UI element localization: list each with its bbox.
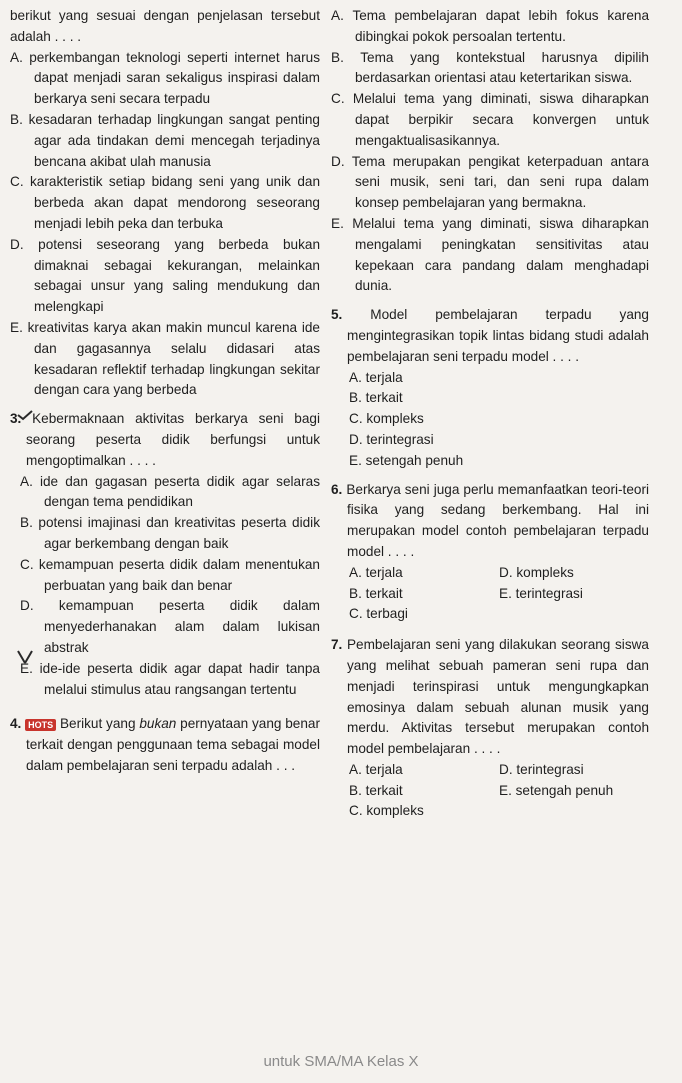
option-text: kompleks xyxy=(516,564,574,580)
option-text: terkait xyxy=(365,585,403,601)
option-text: terkait xyxy=(365,782,403,798)
left-column xyxy=(10,6,320,777)
question-number: 3. xyxy=(10,411,22,427)
q6-option-c xyxy=(349,604,499,625)
question-2-options xyxy=(10,48,320,402)
right-column xyxy=(331,6,649,822)
check-mark-icon xyxy=(16,648,34,666)
option-text: terjala xyxy=(365,761,403,777)
q3-option-d xyxy=(20,596,320,658)
option-text: potensi seseorang yang berbeda bukan dimaknai sebagai kekurangan, melainkan sebagai unsur yang saling mendukung dan melengkapi xyxy=(34,236,321,315)
question-number: 6. xyxy=(331,481,343,497)
option-letter: D. xyxy=(499,761,513,777)
question-5 xyxy=(331,305,649,471)
option-text: kemampuan peserta didik dalam menyederhanakan alam dalam lukisan abstrak xyxy=(44,598,320,655)
option-letter: A. xyxy=(349,369,362,385)
question-7-stem xyxy=(331,635,649,760)
option-letter: D. xyxy=(10,236,24,252)
option-text: kemampuan peserta didik dalam menentukan perbuatan yang baik dan benar xyxy=(38,556,320,593)
question-3-stem xyxy=(10,409,320,471)
option-letter: E. xyxy=(499,585,512,601)
option-letter: D. xyxy=(331,153,345,169)
question-text: pernyataan yang benar terkait dengan penggunaan tema sebagai model dalam pembelajaran seni terpadu adalah . . . xyxy=(26,716,321,773)
question-6-stem xyxy=(331,480,649,563)
q2-option-e xyxy=(10,318,320,401)
option-text: Tema merupakan pengikat keterpaduan antara seni musik, seni tari, dan seni rupa dalam konsep pembelajaran yang bermakna. xyxy=(351,153,649,211)
q2-option-b xyxy=(10,110,320,172)
option-text: Melalui tema yang diminati, siswa diharapkan mengalami peningkatan sensitivitas atau kepekaan cara pandang dalam menghadapi dunia. xyxy=(352,215,649,294)
option-letter: B. xyxy=(349,585,362,601)
hots-badge: HOTS xyxy=(25,719,56,731)
question-4 xyxy=(10,714,320,776)
option-text: karakteristik setiap bidang seni yang unik dan berbeda akan dapat mendorong seseorang menjadi lebih peka dan terbuka xyxy=(30,174,321,231)
q7-option-e xyxy=(499,781,649,802)
q3-option-c xyxy=(20,555,320,597)
option-letter: A. xyxy=(349,564,362,580)
q2-option-d xyxy=(10,235,320,318)
q3-option-e xyxy=(20,659,320,701)
option-letter: A. xyxy=(20,473,33,489)
page-edge-bleed xyxy=(650,0,682,260)
option-text: kreativitas karya akan makin muncul karena ide dan gagasannya selalu didasari atas kesadaran reflektif terhadap lingkungan sekitar dengan cara yang berbeda xyxy=(27,319,320,398)
option-letter: A. xyxy=(349,761,362,777)
question-text: Berikut yang xyxy=(59,716,140,732)
q5-option-c xyxy=(349,409,649,430)
option-letter: C. xyxy=(10,174,24,190)
option-letter: C. xyxy=(349,411,363,427)
option-letter: C. xyxy=(349,803,363,819)
question-4-stem xyxy=(10,714,320,776)
option-letter: B. xyxy=(20,515,33,531)
question-7 xyxy=(331,635,649,822)
q7-options xyxy=(331,760,649,822)
option-letter: A. xyxy=(10,49,23,65)
option-letter: D. xyxy=(499,564,513,580)
question-number: 5. xyxy=(331,307,343,323)
q3-option-b xyxy=(20,513,320,555)
q7-option-c xyxy=(349,801,499,822)
option-text: terjala xyxy=(365,369,403,385)
q7-option-b xyxy=(349,781,499,802)
q6-option-e xyxy=(499,584,649,605)
option-text: ide dan gagasan peserta didik agar selaras dengan tema pendidikan xyxy=(39,473,320,510)
option-letter: C. xyxy=(20,556,34,572)
question-5-stem xyxy=(331,305,649,367)
option-text: perkembangan teknologi seperti internet harus dapat menjadi saran sekaligus inspirasi dalam berkarya seni secara terpadu xyxy=(29,49,321,107)
option-letter: A. xyxy=(331,8,344,23)
option-text: kesadaran terhadap lingkungan sangat penting agar ada tindakan demi mencegah terjadinya bencana akibat ulah manusia xyxy=(28,111,320,169)
q2-option-c xyxy=(10,172,320,234)
q4-option-c xyxy=(331,89,649,151)
option-letter: E. xyxy=(10,319,23,335)
option-text: terintegrasi xyxy=(366,431,434,447)
q7-option-a xyxy=(349,760,499,781)
q2-option-a xyxy=(10,48,320,110)
option-text: terintegrasi xyxy=(515,585,583,601)
q6-option-a xyxy=(349,563,499,584)
option-letter: D. xyxy=(349,431,363,447)
option-letter: C. xyxy=(331,91,345,107)
option-text: setengah penuh xyxy=(515,782,614,798)
option-letter: E. xyxy=(499,782,512,798)
option-letter: B. xyxy=(349,390,362,406)
question-3 xyxy=(10,409,320,700)
option-letter: C. xyxy=(349,606,363,622)
check-mark-icon xyxy=(16,409,34,427)
question-number: 4. xyxy=(10,716,22,732)
option-letter: E. xyxy=(349,452,362,468)
option-letter: E. xyxy=(331,215,344,231)
question-text: Berkarya seni juga perlu memanfaatkan teori-teori fisika yang sedang berkembang. Hal ini merupakan model contoh pembelajaran terpadu model . . . . xyxy=(346,481,649,559)
option-text: kompleks xyxy=(366,803,424,819)
question-4-options xyxy=(331,6,649,297)
q4-option-d xyxy=(331,152,649,214)
option-letter: B. xyxy=(349,782,362,798)
q4-option-b xyxy=(331,48,649,90)
question-emphasis: bukan xyxy=(139,716,177,732)
option-text: ide-ide peserta didik agar dapat hadir tanpa melalui stimulus atau rangsangan tertentu xyxy=(39,660,320,697)
q7-option-d xyxy=(499,760,649,781)
q5-option-d xyxy=(349,430,649,451)
q5-option-b xyxy=(349,388,649,409)
option-letter: D. xyxy=(20,598,34,614)
question-6 xyxy=(331,480,649,626)
question-2-stem-tail: berikut yang sesuai dengan penjelasan tersebut adalah . . . . xyxy=(10,8,320,44)
q6-option-b xyxy=(349,584,499,605)
option-text: terkait xyxy=(365,390,403,406)
option-text: Melalui tema yang diminati, siswa diharapkan dapat berpikir secara konvergen untuk mengaktualisasikannya. xyxy=(352,91,649,148)
q5-option-a xyxy=(349,368,649,389)
q6-options xyxy=(331,563,649,625)
question-text: Pembelajaran seni yang dilakukan seorang siswa yang melihat sebuah pameran seni rupa dan menjadi terinspirasi untuk mengungkapkan emosinya dalam sebuah alunan musik yang merdu. Aktivitas tersebut merupakan contoh model pembelajaran . . . . xyxy=(346,637,649,757)
option-text: Tema pembelajaran dapat lebih fokus karena dibingkai pokok persoalan tertentu. xyxy=(352,8,650,44)
q4-option-a xyxy=(331,6,649,48)
page-footer: untuk SMA/MA Kelas X xyxy=(263,1053,419,1070)
q6-option-d xyxy=(499,563,649,584)
option-text: kompleks xyxy=(366,411,424,427)
option-letter: E. xyxy=(20,660,33,676)
option-text: setengah penuh xyxy=(365,452,464,468)
question-number: 7. xyxy=(331,637,343,653)
option-letter: B. xyxy=(10,111,23,127)
option-text: terbagi xyxy=(366,606,408,622)
option-text: terjala xyxy=(365,564,403,580)
option-text: terintegrasi xyxy=(516,761,584,777)
question-text: Kebermaknaan aktivitas berkarya seni bagi seorang peserta didik berfungsi untuk mengoptimalkan . . . . xyxy=(26,411,320,468)
question-text: Model pembelajaran terpadu yang mengintegrasikan topik lintas bidang studi adalah pembelajaran seni terpadu model . . . . xyxy=(347,307,649,364)
q4-option-e xyxy=(331,214,649,297)
q3-option-a xyxy=(20,472,320,514)
option-letter: B. xyxy=(331,49,344,65)
option-text: potensi imajinasi dan kreativitas peserta didik agar berkembang dengan baik xyxy=(38,515,320,551)
option-text: Tema yang kontekstual harusnya dipilih berdasarkan orientasi atau ketertarikan siswa. xyxy=(355,49,649,86)
q5-option-e xyxy=(349,451,649,472)
